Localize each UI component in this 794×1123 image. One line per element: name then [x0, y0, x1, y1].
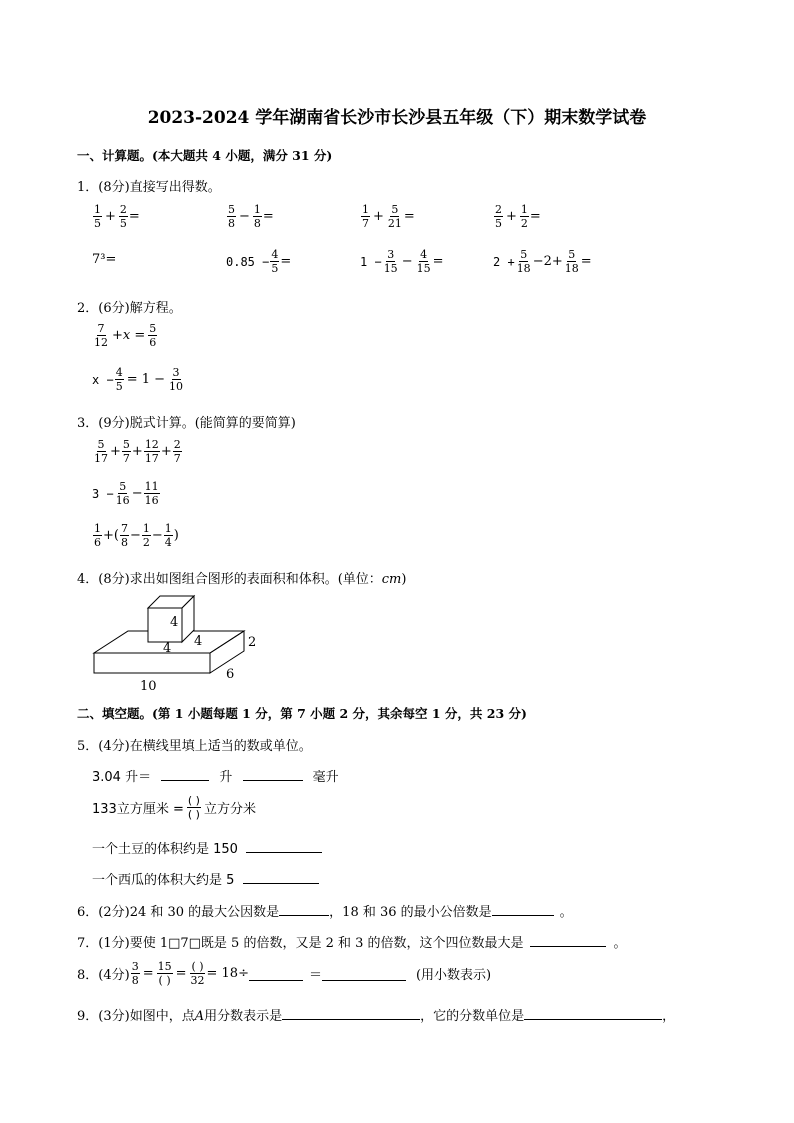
calc-item-3: $\frac{1}{7}$ + $\frac{5}{21}$ =: [362, 203, 415, 230]
calc-item-2: $\frac{5}{8}$ − $\frac{1}{8}$ =: [228, 203, 274, 230]
fraction: $\frac{2}{5}$: [119, 203, 127, 230]
answer-blank[interactable]: [243, 869, 319, 884]
answer-blank[interactable]: [249, 966, 303, 981]
question-2: 2．(6分)解方程。: [77, 301, 182, 316]
equation-1: $\frac{7}{12}$ +x = $\frac{5}{6}$: [94, 322, 157, 349]
answer-blank[interactable]: [492, 901, 554, 916]
label-cube-height: 4: [170, 615, 179, 630]
section-heading-calculation: 一、计算题。(本大题共 4 小题，满分 31 分): [77, 148, 333, 163]
fraction: $\frac{1}{8}$: [253, 203, 261, 230]
step-calc-1: $\frac{5}{17}$ + $\frac{5}{7}$ + $\frac{12}{17}$ + $\frac{2}{7}$: [94, 438, 181, 465]
answer-blank[interactable]: [530, 932, 606, 947]
calc-item-4: $\frac{2}{5}$ + $\frac{1}{2}$ =: [495, 203, 541, 230]
calc-item-5: 7³=: [92, 252, 117, 267]
fraction: $\frac{1}{2}$: [520, 203, 528, 230]
question-4: 4．(8分)求出如图组合图形的表面积和体积。(单位：cm): [77, 572, 407, 587]
section-heading-fill-blank: 二、填空题。(第 1 小题每题 1 分，第 7 小题 2 分，其余每空 1 分，共 23 分): [77, 706, 527, 721]
fraction: $\frac{4}{5}$: [271, 248, 279, 275]
answer-fraction[interactable]: $\frac{15}{( )}$: [157, 960, 172, 987]
question-5: 5．(4分)在横线里填上适当的数或单位。: [77, 739, 312, 754]
fraction: $\frac{1}{5}$: [94, 203, 101, 230]
calc-item-7: 1 − $\frac{3}{15}$ − $\frac{4}{15}$ =: [360, 248, 444, 275]
fraction: $\frac{5}{21}$: [387, 203, 402, 230]
answer-blank[interactable]: [243, 766, 303, 781]
label-cube-depth: 4: [194, 634, 203, 649]
answer-blank[interactable]: [322, 966, 406, 981]
fraction: $\frac{3}{10}$: [169, 366, 184, 393]
fraction: $\frac{3}{15}$: [383, 248, 398, 275]
calc-item-8: 2 + $\frac{5}{18}$ −2+ $\frac{5}{18}$ =: [493, 248, 592, 275]
q5-line-2: 133立方厘米 = $\frac{( )}{( )}$ 立方分米: [92, 794, 256, 821]
label-base-length: 10: [140, 679, 157, 694]
question-7: 7．(1分)要使 1□7□既是 5 的倍数，又是 2 和 3 的倍数，这个四位数最大是 。: [77, 932, 627, 951]
page-title: 2023-2024 学年湖南省长沙市长沙县五年级（下）期末数学试卷: [147, 108, 647, 128]
fraction: $\frac{4}{15}$: [416, 248, 431, 275]
q5-line-4: 一个西瓜的体积大约是 5: [92, 869, 319, 888]
fraction: $\frac{1}{7}$: [362, 203, 369, 230]
answer-blank[interactable]: [279, 901, 329, 916]
q5-line-1: 3.04 升＝ 升 毫升: [92, 766, 339, 785]
fraction: $\frac{4}{5}$: [115, 366, 123, 393]
label-cube-width: 4: [163, 641, 172, 656]
label-base-height: 2: [248, 635, 257, 650]
q5-line-3: 一个土豆的体积约是 150: [92, 838, 322, 857]
answer-fraction[interactable]: $\frac{( )}{( )}$: [187, 794, 200, 821]
question-6: 6．(2分)24 和 30 的最大公因数是 ，18 和 36 的最小公倍数是 。: [77, 901, 573, 920]
fraction: $\frac{2}{5}$: [495, 203, 502, 230]
fraction: $\frac{5}{18}$: [564, 248, 579, 275]
question-1: [77, 176, 221, 195]
fraction: $\frac{5}{8}$: [228, 203, 235, 230]
calc-item-1: $\frac{1}{5}$ + $\frac{2}{5}$ =: [94, 203, 140, 230]
question-8: 8．(4分) $\frac{3}{8}$ = $\frac{15}{( )}$ = $\frac{( )}{32}$ = 18÷ ＝ (用小数表示): [77, 960, 492, 987]
answer-blank[interactable]: [524, 1005, 662, 1020]
answer-blank[interactable]: [282, 1005, 420, 1020]
label-base-depth: 6: [226, 667, 235, 682]
equation-2: x − $\frac{4}{5}$ = 1 − $\frac{3}{10}$: [92, 366, 184, 393]
question-text: 直接写出得数。: [129, 180, 221, 195]
answer-blank[interactable]: [246, 838, 322, 853]
step-calc-3: $\frac{1}{6}$ +( $\frac{7}{8}$ − $\frac{1}{2}$ − $\frac{1}{4}$ ): [94, 522, 179, 549]
question-number: 1．(8分): [77, 180, 130, 195]
base-front-face: [94, 653, 210, 673]
question-9: 9．(3分)如图中，点A用分数表示是 ，它的分数单位是 ，: [77, 1005, 675, 1024]
fraction: $\frac{5}{6}$: [149, 322, 157, 349]
calc-item-6: 0.85 − $\frac{4}{5}$ =: [226, 248, 292, 275]
fraction: $\frac{5}{18}$: [516, 248, 531, 275]
question-3: 3．(9分)脱式计算。(能简算的要简算): [77, 416, 296, 431]
answer-fraction[interactable]: $\frac{( )}{32}$: [190, 960, 205, 987]
fraction: $\frac{7}{12}$: [94, 322, 108, 349]
answer-blank[interactable]: [161, 766, 209, 781]
step-calc-2: 3 − $\frac{5}{16}$ − $\frac{11}{16}$: [92, 480, 159, 507]
composite-solid-figure: [88, 590, 278, 695]
